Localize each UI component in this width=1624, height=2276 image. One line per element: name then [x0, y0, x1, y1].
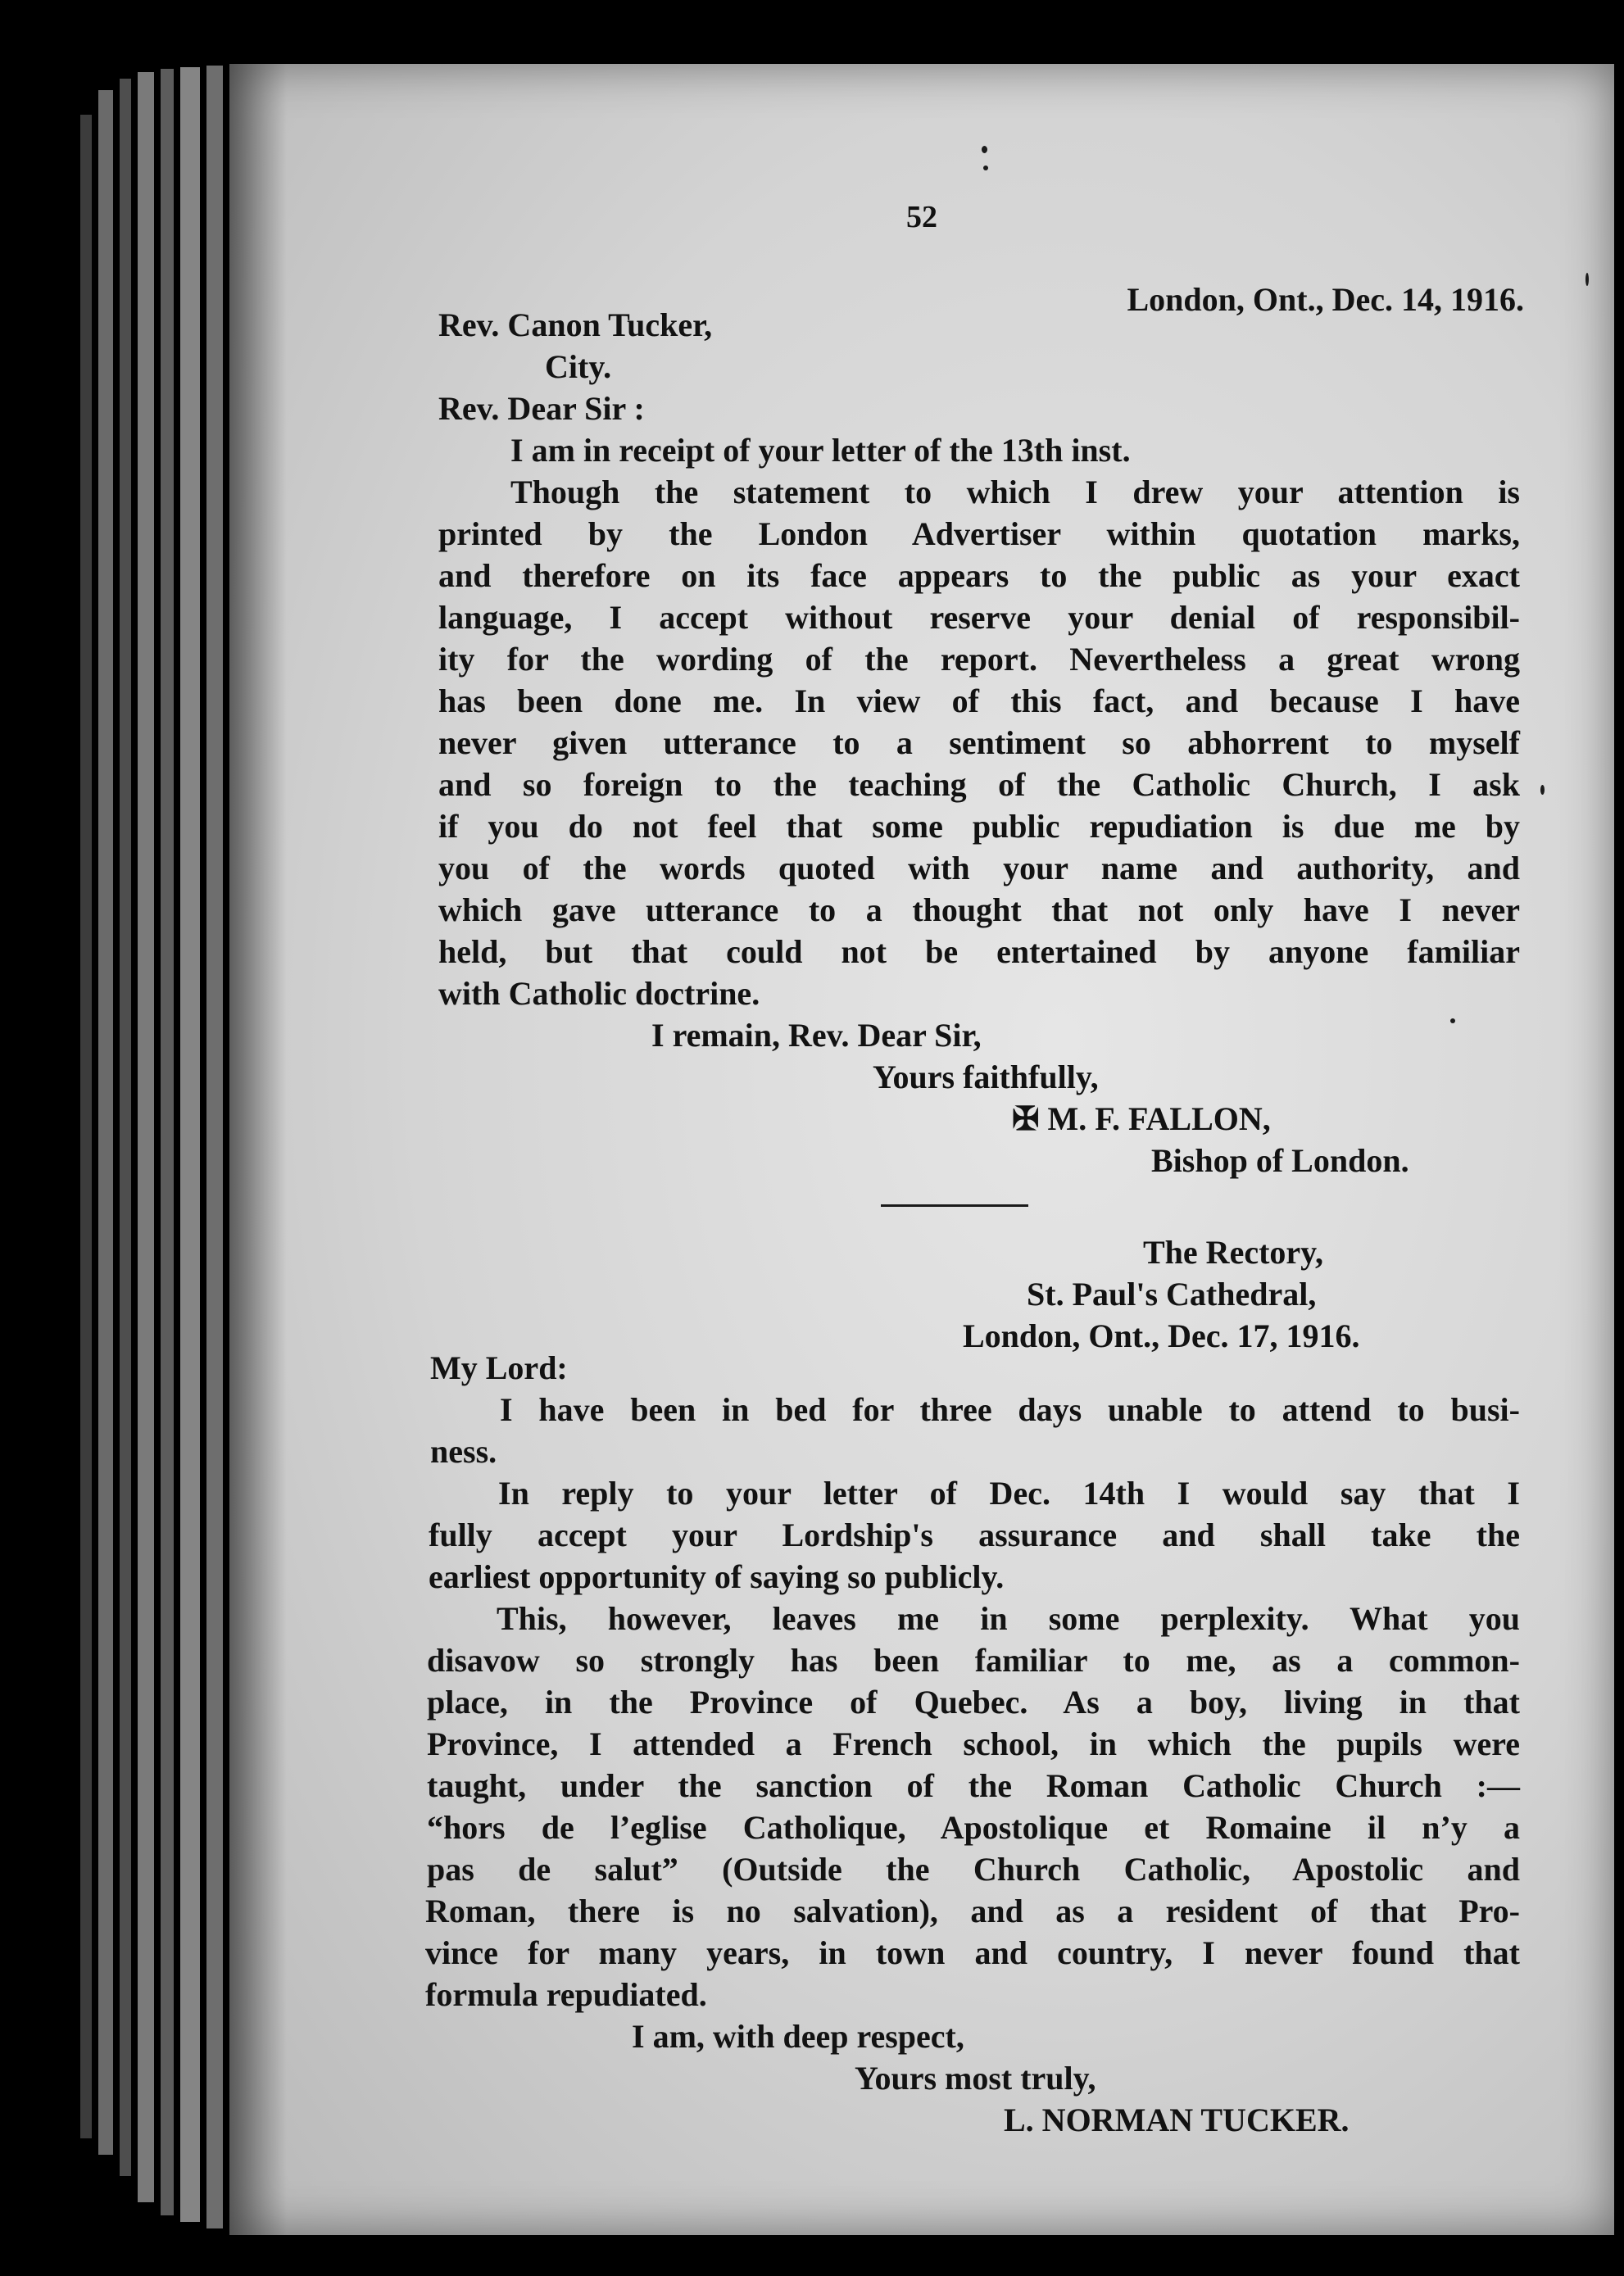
letter1-signature: ✠ M. F. FALLON,: [1012, 1100, 1271, 1137]
page-edge: [161, 69, 174, 2215]
scan-speck: [983, 165, 988, 170]
letter2-body-line: earliest opportunity of saying so publicly.: [429, 1558, 1005, 1595]
letter1-addressee-name: Rev. Canon Tucker,: [438, 306, 713, 343]
letter1-body-line: which gave utterance to a thought that not only have I never: [438, 891, 1520, 928]
page-edge: [180, 67, 200, 2222]
letter2-body-line: vince for many years, in town and country, I never found that: [425, 1934, 1520, 1971]
letter2-closing: I am, with deep respect,: [632, 2018, 964, 2055]
page-edge: [206, 66, 223, 2228]
letter1-body-line: ity for the wording of the report. Nevertheless a great wrong: [438, 641, 1520, 678]
letter2-body-line: place, in the Province of Quebec. As a boy, living in that: [427, 1684, 1520, 1721]
letter1-body-line: you of the words quoted with your name and authority, and: [438, 850, 1520, 886]
page-edge: [98, 90, 113, 2155]
letter1-body-line: printed by the London Advertiser within quotation marks,: [438, 515, 1520, 552]
spacer: [438, 1207, 1520, 1231]
letter2-body-line: Roman, there is no salvation), and as a resident of that Pro-: [425, 1893, 1520, 1929]
letters-text: [425, 279, 1524, 2141]
letter1-body-line: Though the statement to which I drew your attention is: [510, 474, 1520, 510]
letter2-salutation: My Lord:: [430, 1349, 568, 1386]
letter1-dateline: London, Ont., Dec. 14, 1916.: [1127, 281, 1524, 318]
letter2-body-line: “hors de l’eglise Catholique, Apostolique et Romaine il n’y a: [427, 1809, 1520, 1846]
scan-speck: [982, 146, 987, 153]
letter1-body-line: held, but that could not be entertained by anyone familiar: [438, 933, 1520, 970]
scan-speck: [1585, 273, 1589, 286]
letter2-body-line: pas de salut” (Outside the Church Catholic, Apostolic and: [427, 1851, 1520, 1888]
spacer: [438, 1181, 1520, 1204]
letter2-body-line: Province, I attended a French school, in which the pupils were: [427, 1725, 1520, 1762]
letter1-closing: I remain, Rev. Dear Sir,: [651, 1017, 982, 1054]
letter1-body-line: I am in receipt of your letter of the 13th inst.: [510, 432, 1131, 469]
scan-speck: [1540, 785, 1545, 795]
letter1-body-line: language, I accept without reserve your denial of responsibil-: [438, 599, 1520, 636]
page-edge: [138, 72, 154, 2202]
letter2-body-line: In reply to your letter of Dec. 14th I would say that I: [498, 1475, 1520, 1512]
gutter-shadow: [229, 64, 287, 2235]
letter1-salutation: Rev. Dear Sir :: [438, 390, 645, 427]
letter1-addressee-city: City.: [545, 348, 612, 385]
letter1-body-line: with Catholic doctrine.: [438, 975, 760, 1012]
letter2-valediction: Yours most truly,: [855, 2060, 1096, 2097]
letter1-body-line: has been done me. In view of this fact, and because I have: [438, 682, 1520, 719]
letter1-body-line: never given utterance to a sentiment so abhorrent to myself: [438, 724, 1520, 761]
letter2-body-line: disavow so strongly has been familiar to me, as a common-: [427, 1642, 1520, 1679]
letter2-address-cathedral: St. Paul's Cathedral,: [1027, 1276, 1317, 1313]
letter2-body-line: taught, under the sanction of the Roman Catholic Church :—: [427, 1767, 1520, 1804]
letter1-body-line: and so foreign to the teaching of the Catholic Church, I ask: [438, 766, 1520, 803]
letter2-signature: L. NORMAN TUCKER.: [1004, 2101, 1350, 2138]
letter2-body-line: formula repudiated.: [425, 1976, 707, 2013]
letter1-valediction: Yours faithfully,: [873, 1059, 1099, 1095]
letter1-body-line: and therefore on its face appears to the public as your exact: [438, 557, 1520, 594]
letter2-body-line: fully accept your Lordship's assurance and shall take the: [429, 1517, 1520, 1553]
letter2-body-line: This, however, leaves me in some perplexity. What you: [497, 1600, 1520, 1637]
book-page: [229, 64, 1614, 2235]
page-edge: [80, 115, 92, 2138]
page-edge: [120, 79, 131, 2176]
letter2-address-rectory: The Rectory,: [1143, 1234, 1323, 1271]
letter2-body-line: ness.: [430, 1433, 497, 1470]
letter1-signature-title: Bishop of London.: [1151, 1142, 1409, 1179]
page-number: 52: [906, 200, 937, 234]
letter1-body-line: if you do not feel that some public repudiation is due me by: [438, 808, 1520, 845]
letter2-dateline: London, Ont., Dec. 17, 1916.: [963, 1317, 1360, 1354]
letter2-body-line: I have been in bed for three days unable to attend to busi-: [500, 1391, 1520, 1428]
